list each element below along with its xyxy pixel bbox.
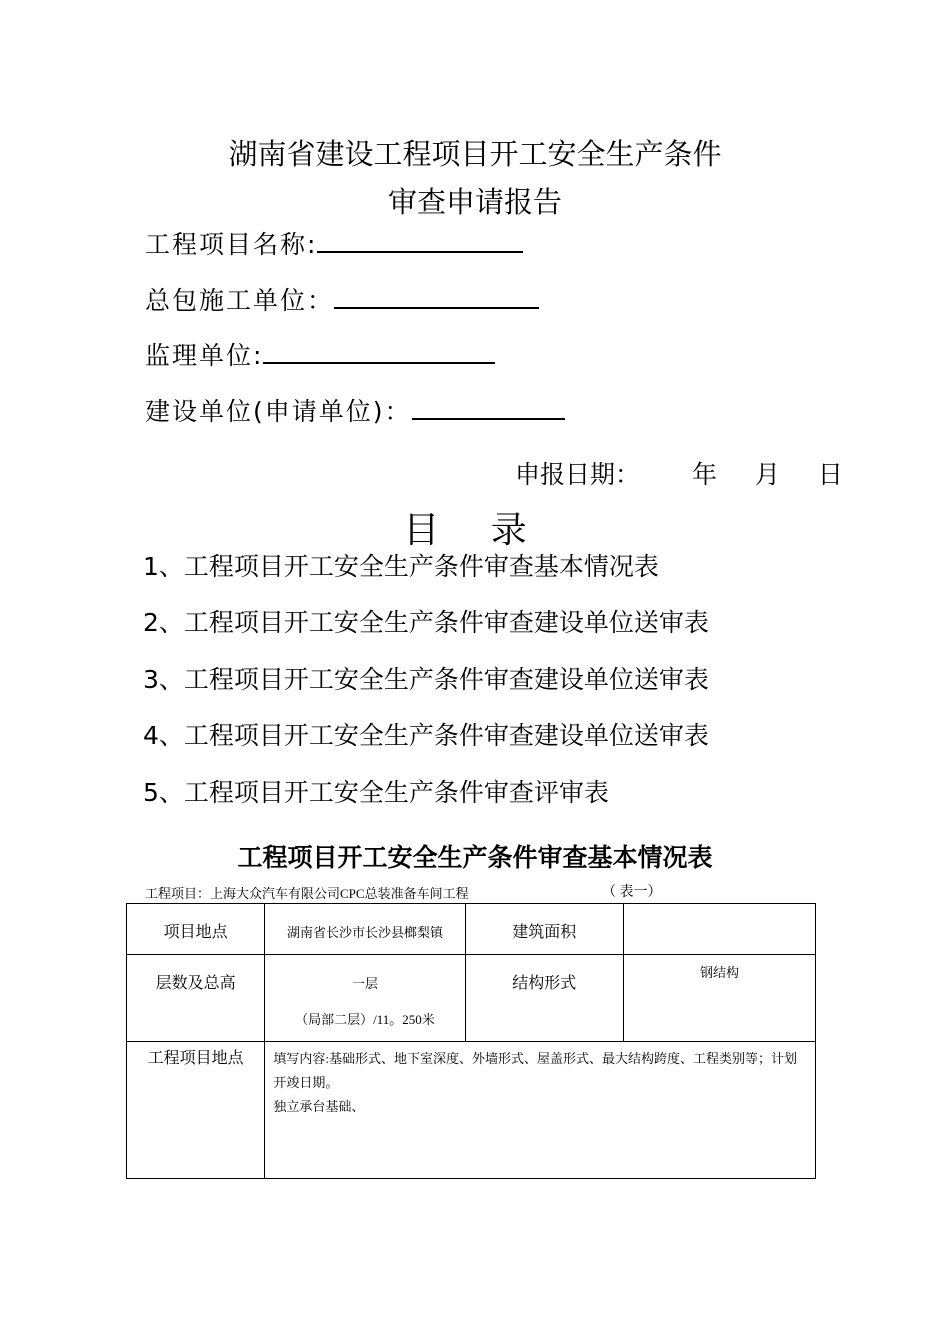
- area-label: 建筑面积: [512, 924, 577, 941]
- floors-value-line2: （局部二层）/11。250米: [295, 1012, 435, 1027]
- contractor-label: 总包施工单位：: [145, 286, 335, 315]
- toc-item: 3、工程项目开工安全生产条件审查建设单位送审表: [143, 665, 709, 694]
- floors-value-line1: 一层: [351, 976, 378, 991]
- toc-item: 4、工程项目开工安全生产条件审查建设单位送审表: [143, 721, 709, 750]
- location-value: 湖南省长沙市长沙县榔梨镇: [286, 925, 443, 940]
- table-cell: [465, 955, 623, 1042]
- section-title: 工程项目开工安全生产条件审查基本情况表: [237, 843, 713, 872]
- table-cell: [127, 904, 265, 955]
- date-year: 年: [691, 460, 717, 489]
- floors-label: 层数及总高: [155, 975, 236, 992]
- supervisor-blank: [263, 340, 495, 364]
- supervisor-label: 监理单位:: [145, 341, 264, 370]
- project-name-blank: [317, 229, 523, 253]
- report-title-line1: 湖南省建设工程项目开工安全生产条件: [228, 137, 722, 171]
- toc-item: 1、工程项目开工安全生产条件审查基本情况表: [143, 552, 659, 581]
- table-cell: [623, 955, 815, 1042]
- project-site-label: 工程项目地点: [147, 1050, 244, 1067]
- location-label: 项目地点: [163, 924, 228, 941]
- project-line: 工程项目：上海大众汽车有限公司CPC总装准备车间工程: [145, 886, 469, 901]
- date-month: 月: [754, 460, 780, 489]
- declaration-date: [515, 455, 843, 491]
- contractor-field: [145, 281, 539, 317]
- area-value: [624, 904, 815, 922]
- table-number: （ 表一）: [602, 885, 662, 900]
- contractor-blank: [334, 285, 539, 309]
- table-row: [127, 955, 816, 1042]
- date-day: 日: [817, 460, 843, 489]
- table-cell: [127, 955, 265, 1042]
- basic-info-table: [126, 903, 816, 1179]
- table-cell: [127, 1042, 265, 1179]
- applicant-label: 建设单位(申请单位)：: [145, 397, 412, 426]
- table-cell: [623, 904, 815, 955]
- toc-item: 5、工程项目开工安全生产条件审查评审表: [143, 778, 609, 807]
- project-name-field: [145, 225, 523, 261]
- date-label: 申报日期：: [515, 460, 641, 489]
- applicant-blank: [412, 396, 565, 420]
- structure-label: 结构形式: [512, 975, 577, 992]
- report-title-line2: 审查申请报告: [387, 185, 562, 219]
- table-row: [127, 904, 816, 955]
- table-cell: [265, 955, 465, 1042]
- project-name-label: 工程项目名称:: [145, 230, 318, 259]
- project-details-text: 填写内容:基础形式、地下室深度、外墙形式、屋盖形式、最大结构跨度、工程类别等；计划开竣日期。: [273, 1051, 797, 1090]
- supervisor-field: [145, 336, 495, 372]
- toc-item: 2、工程项目开工安全生产条件审查建设单位送审表: [143, 608, 709, 637]
- toc-title: 目 录: [403, 510, 547, 551]
- structure-value: 钢结构: [699, 965, 739, 980]
- foundation-text: 独立承台基础、: [273, 1099, 365, 1114]
- table-row: [127, 1042, 816, 1179]
- table-cell: [265, 1042, 816, 1179]
- applicant-field: [145, 392, 565, 428]
- table-cell: [265, 904, 465, 955]
- table-cell: [465, 904, 623, 955]
